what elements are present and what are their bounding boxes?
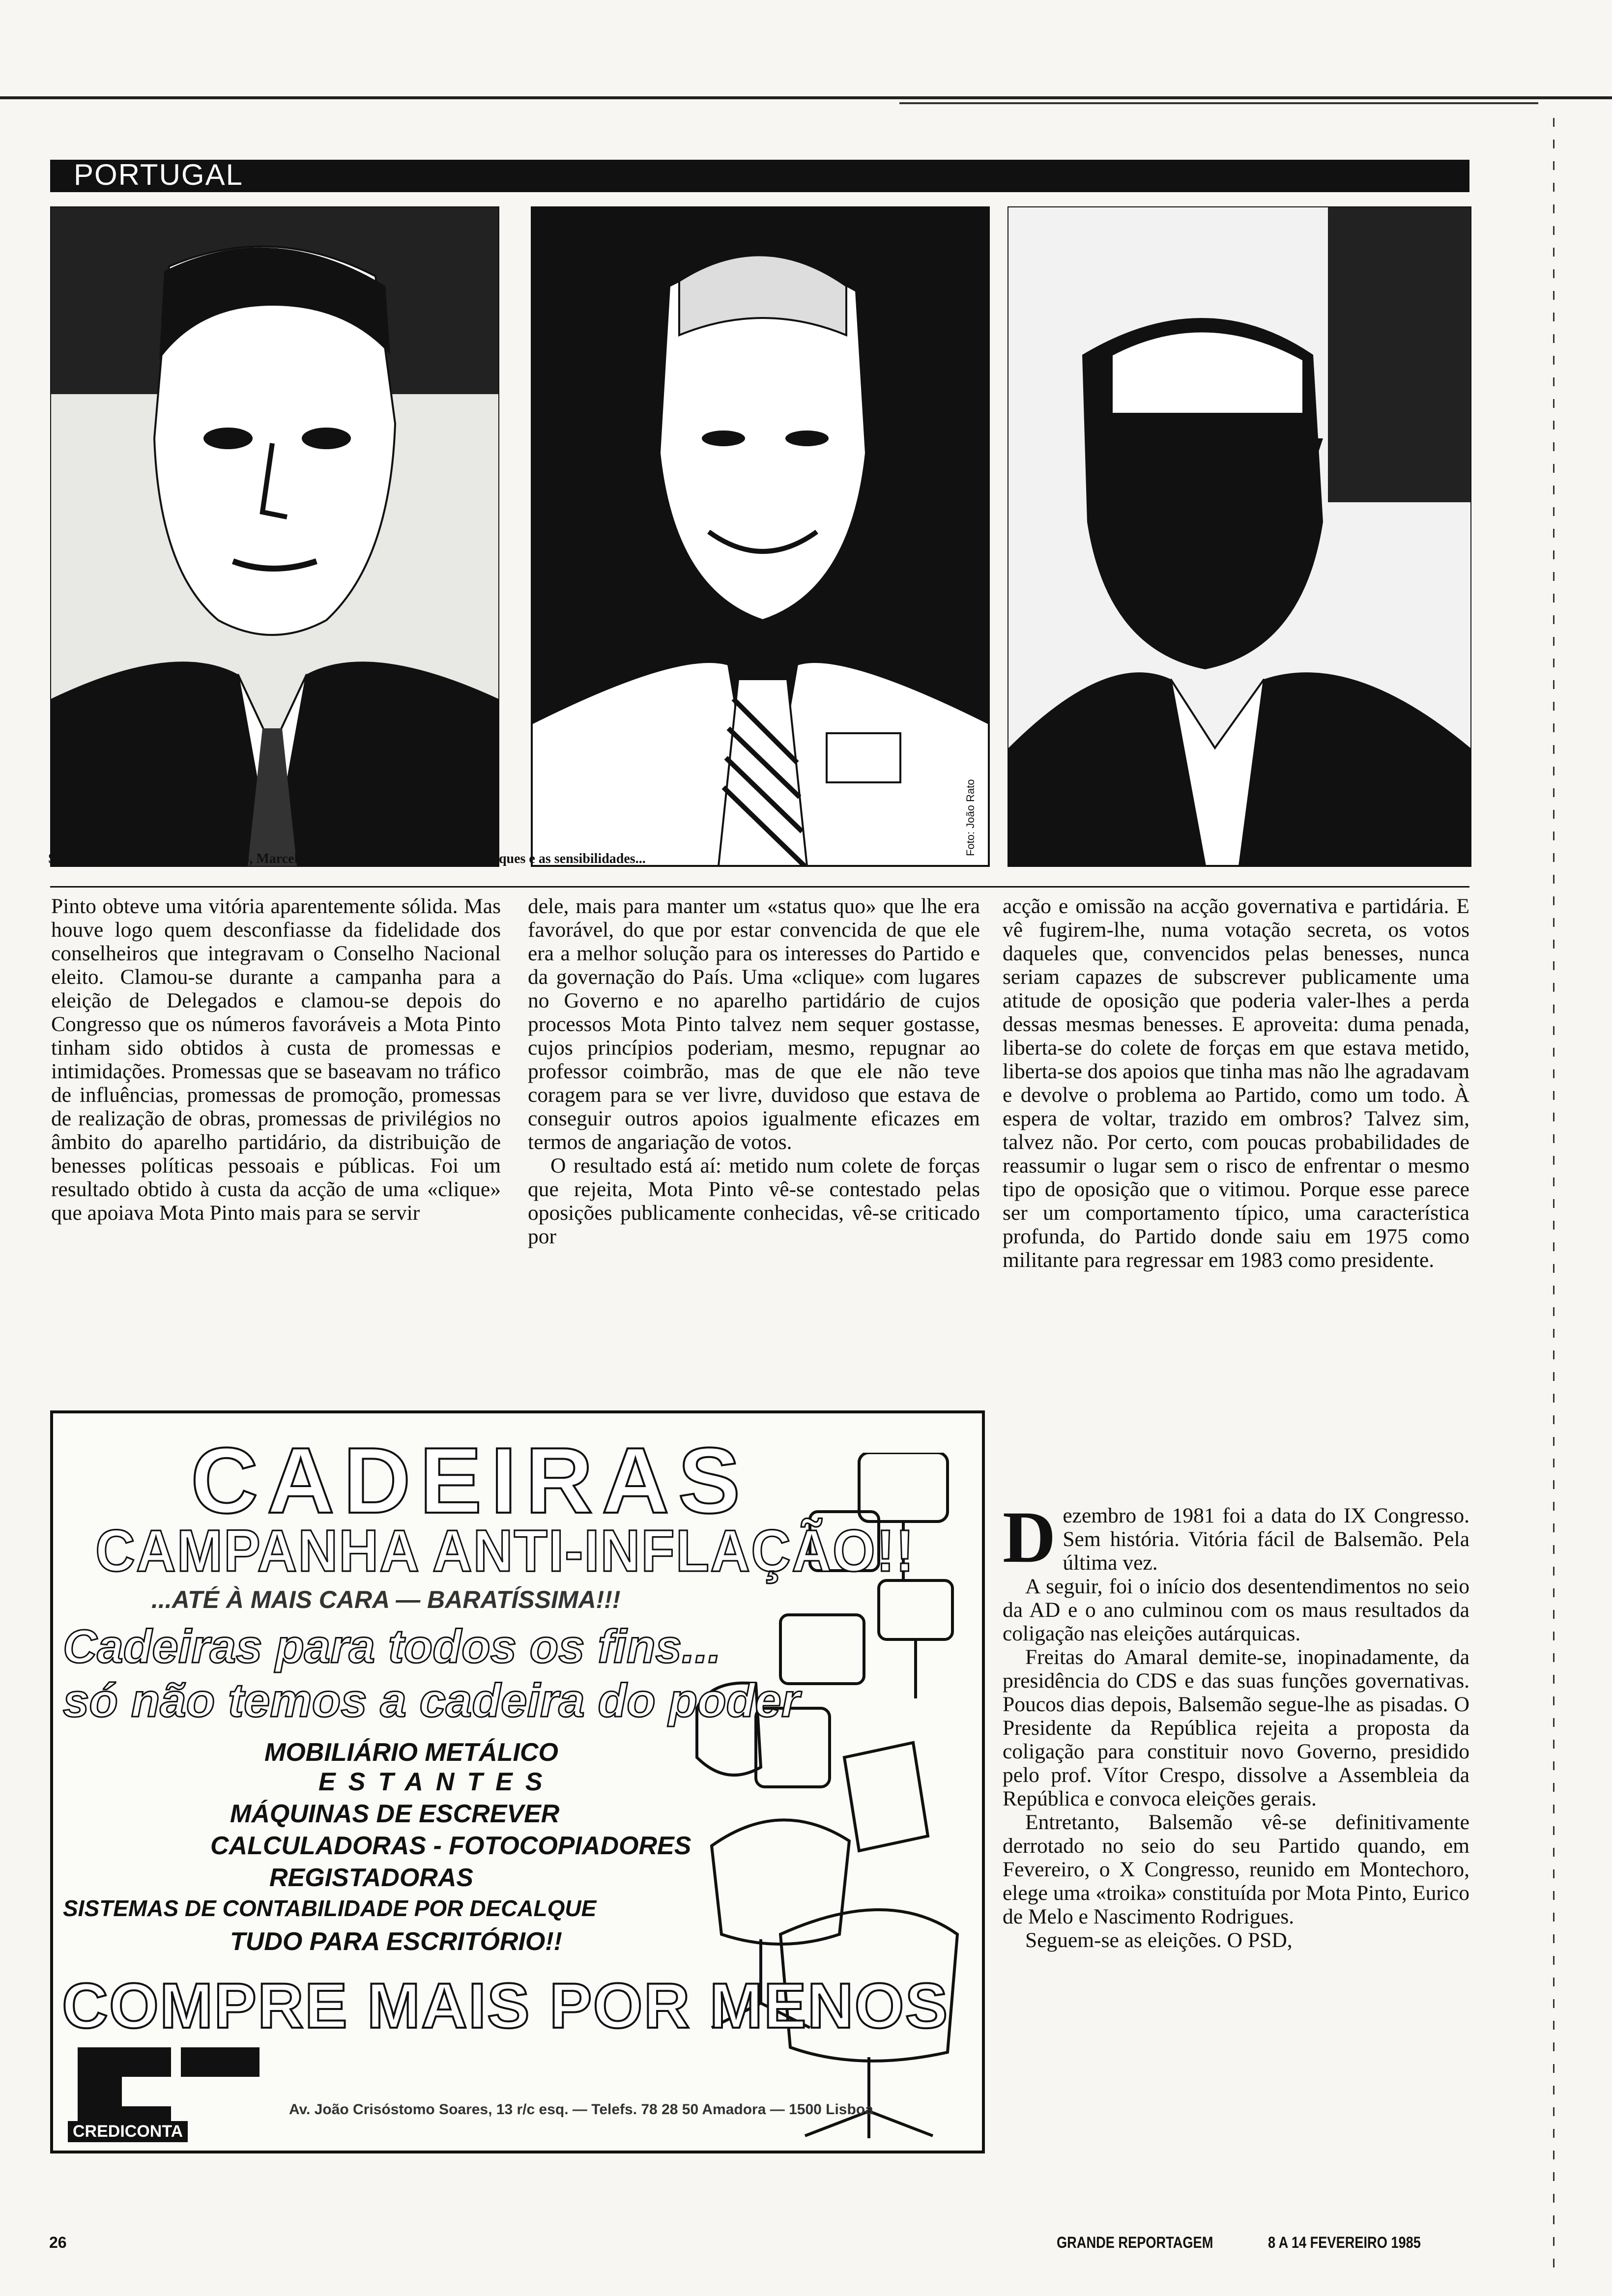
paragraph: Pinto obteve uma vitória aparentemente sólida. Mas houve logo quem desconfiasse da fidelidade dos conselheiros que integravam o Conselho Nacional eleito. Clamou-se durante a campanha para a eleição de Delegados e clamou-se depois do Congresso que os números favoráveis a Mota Pinto tinham sido obtidos à custa de promessas e intimidações. Promessas que se baseavam no tráfico de influências, promessas de promoção, promessas de realização de obras, promessas de privilégios no âmbito do aparelho partidário, da distribuição de benesses políticas pessoais e públicas. Foi um resultado obtido à custa da acção de uma «clique» que apoiava Mota Pinto mais para se servir xyxy=(51,894,501,1225)
paragraph: O resultado está aí: metido num colete de forças que rejeita, Mota Pinto vê-se contestado pelas oposições publicamente conhecidas, vê-se criticado por xyxy=(528,1154,980,1248)
ad-slogan: COMPRE MAIS POR MENOS xyxy=(62,1970,949,2041)
photo-portrait-3 xyxy=(1008,206,1471,867)
ad-item: ESTANTES xyxy=(318,1768,555,1796)
section-label: PORTUGAL xyxy=(74,158,243,191)
page-number: 26 xyxy=(49,2234,67,2251)
photo-credit-1: Fotos: Luís Carvalho xyxy=(53,756,65,856)
top-border xyxy=(0,96,1612,99)
paragraph: acção e omissão na acção governativa e partidária. E vê fugirem-lhe, numa votação secreta, os votos daqueles que, convencidos pelas benesses, nunca seriam capazes de subscrever publicamente uma atitude de oposição que poderia valer-lhes a perda dessas mesmas benesses. E aproveita: duma penada, liberta-se do colete de forças em que estava metido, liberta-se dos apoios que tinha mas não lhe agradavam e devolve o problema ao Partido, como um todo. À espera de voltar, trazido em ombros? Talvez sim, talvez não. Por certo, com poucas probabilidades de reassumir o lugar sem o risco de enfrentar o mesmo tipo de oposição que o vitimou. Porque esse parece ser um comportamento típico, uma característica profunda, do Partido donde saiu em 1975 como militante para regressar em 1983 como presidente. xyxy=(1003,894,1469,1272)
photo-portrait-1 xyxy=(50,206,499,867)
paragraph: Freitas do Amaral demite-se, inopinadamente, da presidência do CDS e das suas funções governativas. Poucos dias depois, Balsemão segue-lhe as pisadas. O Presidente da República rejeita a proposta da coligação para constituir novo Governo, presidido pelo prof. Vítor Crespo, dissolve a Assembleia da República e convoca eleições gerais. xyxy=(1003,1645,1469,1810)
article-column-1 xyxy=(51,894,501,1225)
ad-address: Av. João Crisóstomo Soares, 13 r/c esq. — Telefs. 78 28 50 Amadora — 1500 Lisboa xyxy=(289,2101,873,2118)
paragraph: Entretanto, Balsemão vê-se definitivamente derrotado no seio do seu Partido quando, em Fevereiro, o X Congresso, reunido em Montechoro, elege uma «troika» constituída por Mota Pinto, Eurico de Melo e Nascimento Rodrigues. xyxy=(1003,1810,1469,1928)
ad-subtitle: CAMPANHA ANTI-INFLAÇÃO!! xyxy=(95,1518,915,1584)
ad-item: CALCULADORAS - FOTOCOPIADORES xyxy=(210,1832,691,1860)
ad-line-2: só não temos a cadeira do poder xyxy=(63,1674,800,1727)
ad-item: MÁQUINAS DE ESCREVER xyxy=(230,1800,560,1828)
paragraph: ezembro de 1981 foi a data do IX Congresso. Sem história. Vitória fácil de Balsemão. Pela última vez. xyxy=(1063,1504,1469,1575)
section-bar xyxy=(50,160,1469,192)
issue-date: 8 A 14 FEVEREIRO 1985 xyxy=(1268,2234,1421,2251)
ad-item: REGISTADORAS xyxy=(269,1864,474,1892)
paragraph: Seguem-se as eleições. O PSD, xyxy=(1025,1928,1293,1952)
advertisement-cadeiras xyxy=(50,1410,985,2153)
top-border-secondary xyxy=(899,102,1538,104)
caption-rule xyxy=(50,886,1469,888)
photo-caption: Salgueiro, Mota Amaral, Capucho, Marcelo, Eugénio Nobre: os barões, as cliques e as sensibilidades... xyxy=(48,851,646,866)
photo-portrait-2 xyxy=(531,206,990,867)
paragraph: A seguir, foi o início dos desentendimentos no seio da AD e o ano culminou com os maus resultados da coligação nas eleições autárquicas. xyxy=(1003,1575,1469,1645)
paragraph: dele, mais para manter um «status quo» que lhe era favorável, do que por estar convencida de que ele era a melhor solução para os interesses do Partido e da governação do País. Uma «clique» com lugares no Governo e no aparelho partidário de cujos processos Mota Pinto talvez nem sequer gostasse, cujos princípios poderiam, mesmo, repugnar ao professor coimbrão, mas de que ele não teve coragem para se ver livre, duvidoso que estava de conseguir outros apoios igualmente eficazes em termos de angariação de votos. xyxy=(528,894,980,1154)
article-column-3 xyxy=(1003,894,1469,1272)
ad-title: CADEIRAS xyxy=(191,1429,749,1533)
ad-item: SISTEMAS DE CONTABILIDADE POR DECALQUE xyxy=(63,1895,597,1921)
ad-item: TUDO PARA ESCRITÓRIO!! xyxy=(230,1927,562,1956)
article-column-3-lower xyxy=(1003,1496,1469,1952)
drop-cap: D xyxy=(1003,1496,1056,1578)
ad-tagline: ...ATÉ À MAIS CARA — BARATÍSSIMA!!! xyxy=(151,1586,621,1613)
magazine-name: GRANDE REPORTAGEM xyxy=(1057,2234,1213,2251)
ad-brand: CREDICONTA xyxy=(68,2121,188,2142)
ad-item: MOBILIÁRIO METÁLICO xyxy=(264,1738,558,1767)
article-column-2 xyxy=(528,894,980,1248)
scan-edge xyxy=(1553,118,1554,2280)
photo-credit-2: Foto: João Rato xyxy=(964,779,977,856)
ad-line-1: Cadeiras para todos os fins... xyxy=(63,1620,721,1673)
